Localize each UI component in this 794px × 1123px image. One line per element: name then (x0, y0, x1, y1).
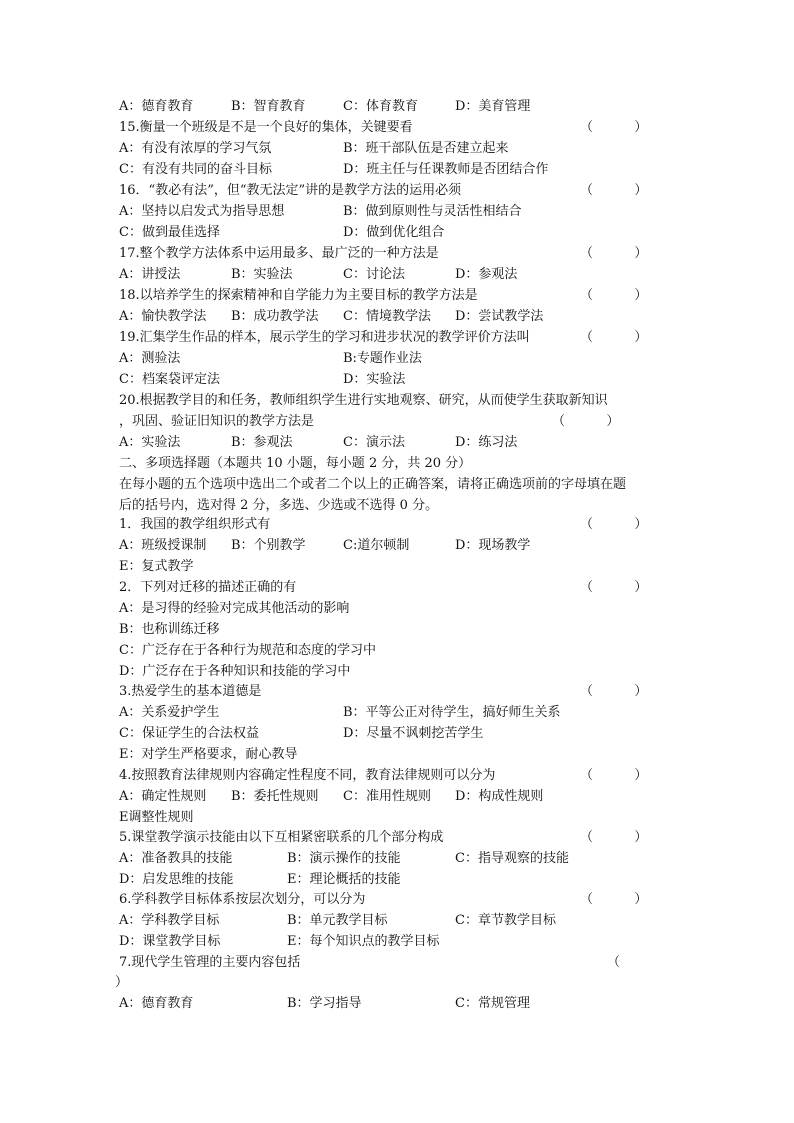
instructions-text: 后的括号内，选对得 2 分，多选、少选或不选得 0 分。 (119, 498, 439, 513)
answer-blank: （ ） (580, 330, 648, 345)
q16-stem (119, 180, 648, 201)
question-text: 6.学科教学目标体系按层次划分，可以分为 (119, 892, 366, 907)
option-c: C:道尔顿制 (343, 538, 410, 553)
option-d: D：美育管理 (455, 99, 531, 114)
instructions-text: 在每小题的五个选项中选出二个或者二个以上的正确答案，请将正确选项前的字母填在题 (119, 477, 627, 492)
answer-blank: （ ） (580, 120, 648, 135)
option-a: A：德育教育 (119, 99, 194, 114)
option-d: D：启发思维的技能 (119, 872, 234, 887)
option-b: B：参观法 (231, 435, 293, 450)
q15-stem (119, 117, 648, 138)
option-e: E调整性规则 (119, 810, 194, 825)
option-d: D：广泛存在于各种知识和技能的学习中 (119, 664, 351, 679)
m7-stem (119, 952, 621, 973)
option-a: A：测验法 (119, 351, 181, 366)
question-text: 2．下列对迁移的描述正确的有 (119, 580, 297, 595)
option-d: D：构成性规则 (455, 789, 544, 804)
option-a: A：德育教育 (119, 996, 194, 1011)
option-b: B：成功教学法 (231, 309, 319, 324)
option-c: C：做到最佳选择 (119, 225, 220, 240)
option-b: B：个别教学 (231, 538, 306, 553)
option-d: D：参观法 (455, 267, 518, 282)
option-c: C：常规管理 (455, 996, 530, 1011)
question-text: 19.汇集学生作品的样本，展示学生的学习和进步状况的教学评价方法叫 (119, 330, 530, 345)
option-a: A：愉快教学法 (119, 309, 207, 324)
question-text: 17.整个教学方法体系中运用最多、最广泛的一种方法是 (119, 246, 439, 261)
question-text: 16．“教必有法”，但“教无法定”讲的是教学方法的运用必须 (119, 183, 462, 198)
option-d: D：尽量不讽刺挖苦学生 (343, 726, 484, 741)
m3-stem (119, 681, 648, 702)
option-c: C：章节教学目标 (455, 913, 556, 928)
answer-paren-close: ） (115, 975, 129, 990)
option-e: E：每个知识点的教学目标 (287, 934, 440, 949)
question-text: 18.以培养学生的探索精神和自学能力为主要目标的教学方法是 (119, 288, 478, 303)
option-d: D：尝试教学法 (455, 309, 544, 324)
option-c: C：指导观察的技能 (455, 851, 569, 866)
option-a: A：有没有浓厚的学习气氛 (119, 141, 272, 156)
m6-stem (119, 889, 648, 910)
question-text: 15.衡量一个班级是不是一个良好的集体，关键要看 (119, 120, 413, 135)
option-b: B：智育教育 (231, 99, 306, 114)
m1-stem (119, 514, 648, 535)
option-d: D：实验法 (343, 372, 406, 387)
answer-blank: （ ） (580, 580, 648, 595)
option-e: E：理论概括的技能 (287, 872, 401, 887)
option-b: B：学习指导 (287, 996, 362, 1011)
answer-blank: （ ） (552, 414, 620, 429)
q18-stem (119, 285, 648, 306)
question-text: 7.现代学生管理的主要内容包括 (119, 955, 301, 970)
option-b: B：也称训练迁移 (119, 622, 220, 637)
m5-stem (119, 827, 648, 848)
q17-stem (119, 243, 648, 264)
answer-blank: （ ） (580, 246, 648, 261)
option-b: B：委托性规则 (231, 789, 319, 804)
answer-blank: （ ） (580, 768, 648, 783)
option-c: C：档案袋评定法 (119, 372, 220, 387)
option-d: D：做到优化组合 (343, 225, 445, 240)
option-a: A：关系爱护学生 (119, 705, 220, 720)
q20-stem-line2 (119, 411, 620, 432)
option-c: C：广泛存在于各种行为规范和态度的学习中 (119, 643, 376, 658)
answer-blank: （ ） (580, 183, 648, 198)
option-a: A：实验法 (119, 435, 181, 450)
option-d: D：班主任与任课教师是否团结合作 (343, 162, 549, 177)
option-a: A：讲授法 (119, 267, 181, 282)
option-b: B：做到原则性与灵活性相结合 (343, 204, 522, 219)
option-c: C：情境教学法 (343, 309, 431, 324)
answer-blank: （ ） (580, 892, 648, 907)
option-b: B：实验法 (231, 267, 293, 282)
option-a: A：坚持以启发式为指导思想 (119, 204, 285, 219)
answer-blank: （ ） (580, 684, 648, 699)
option-a: A：班级授课制 (119, 538, 207, 553)
option-c: C：演示法 (343, 435, 405, 450)
question-text: ，巩固、验证旧知识的教学方法是 (119, 414, 315, 429)
option-d: D：现场教学 (455, 538, 531, 553)
option-c: C：保证学生的合法权益 (119, 726, 259, 741)
option-c: C：有没有共同的奋斗目标 (119, 162, 272, 177)
answer-blank: （ ） (580, 517, 648, 532)
q20-stem-line1 (119, 390, 608, 411)
option-e: E：对学生严格要求，耐心教导 (119, 747, 298, 762)
section-heading (119, 453, 471, 474)
option-c: C：体育教育 (343, 99, 418, 114)
question-text: 4.按照教育法律规则内容确定性程度不同，教育法律规则可以分为 (119, 768, 496, 783)
section-heading-text: 二、多项选择题（本题共 10 小题，每小题 2 分，共 20 分） (119, 456, 472, 471)
option-b: B:专题作业法 (343, 351, 422, 366)
option-b: B：单元教学目标 (287, 913, 388, 928)
question-text: 1．我国的教学组织形式有 (119, 517, 271, 532)
question-text: 3.热爱学生的基本道德是 (119, 684, 262, 699)
answer-paren-open: （ (607, 955, 621, 970)
q19-stem (119, 327, 648, 348)
option-d: D：练习法 (455, 435, 518, 450)
option-d: D：课堂教学目标 (119, 934, 221, 949)
section-instructions-line1 (119, 474, 626, 495)
option-c: C：准用性规则 (343, 789, 431, 804)
answer-blank: （ ） (580, 288, 648, 303)
option-c: C：讨论法 (343, 267, 405, 282)
m2-stem (119, 577, 648, 598)
option-b: B：平等公正对待学生，搞好师生关系 (343, 705, 561, 720)
option-e: E：复式教学 (119, 559, 194, 574)
option-a: A：学科教学目标 (119, 913, 220, 928)
question-text: 20.根据教学目的和任务，教师组织学生进行实地观察、研究，从而使学生获取新知识 (119, 393, 608, 408)
option-a: A：是习得的经验对完成其他活动的影响 (119, 601, 350, 616)
m4-stem (119, 765, 648, 786)
option-b: B：演示操作的技能 (287, 851, 401, 866)
answer-blank: （ ） (580, 830, 648, 845)
option-a: A：准备教具的技能 (119, 851, 233, 866)
question-text: 5.课堂教学演示技能由以下互相紧密联系的几个部分构成 (119, 830, 444, 845)
section-instructions-line2 (119, 495, 438, 516)
option-a: A：确定性规则 (119, 789, 207, 804)
option-b: B：班干部队伍是否建立起来 (343, 141, 509, 156)
